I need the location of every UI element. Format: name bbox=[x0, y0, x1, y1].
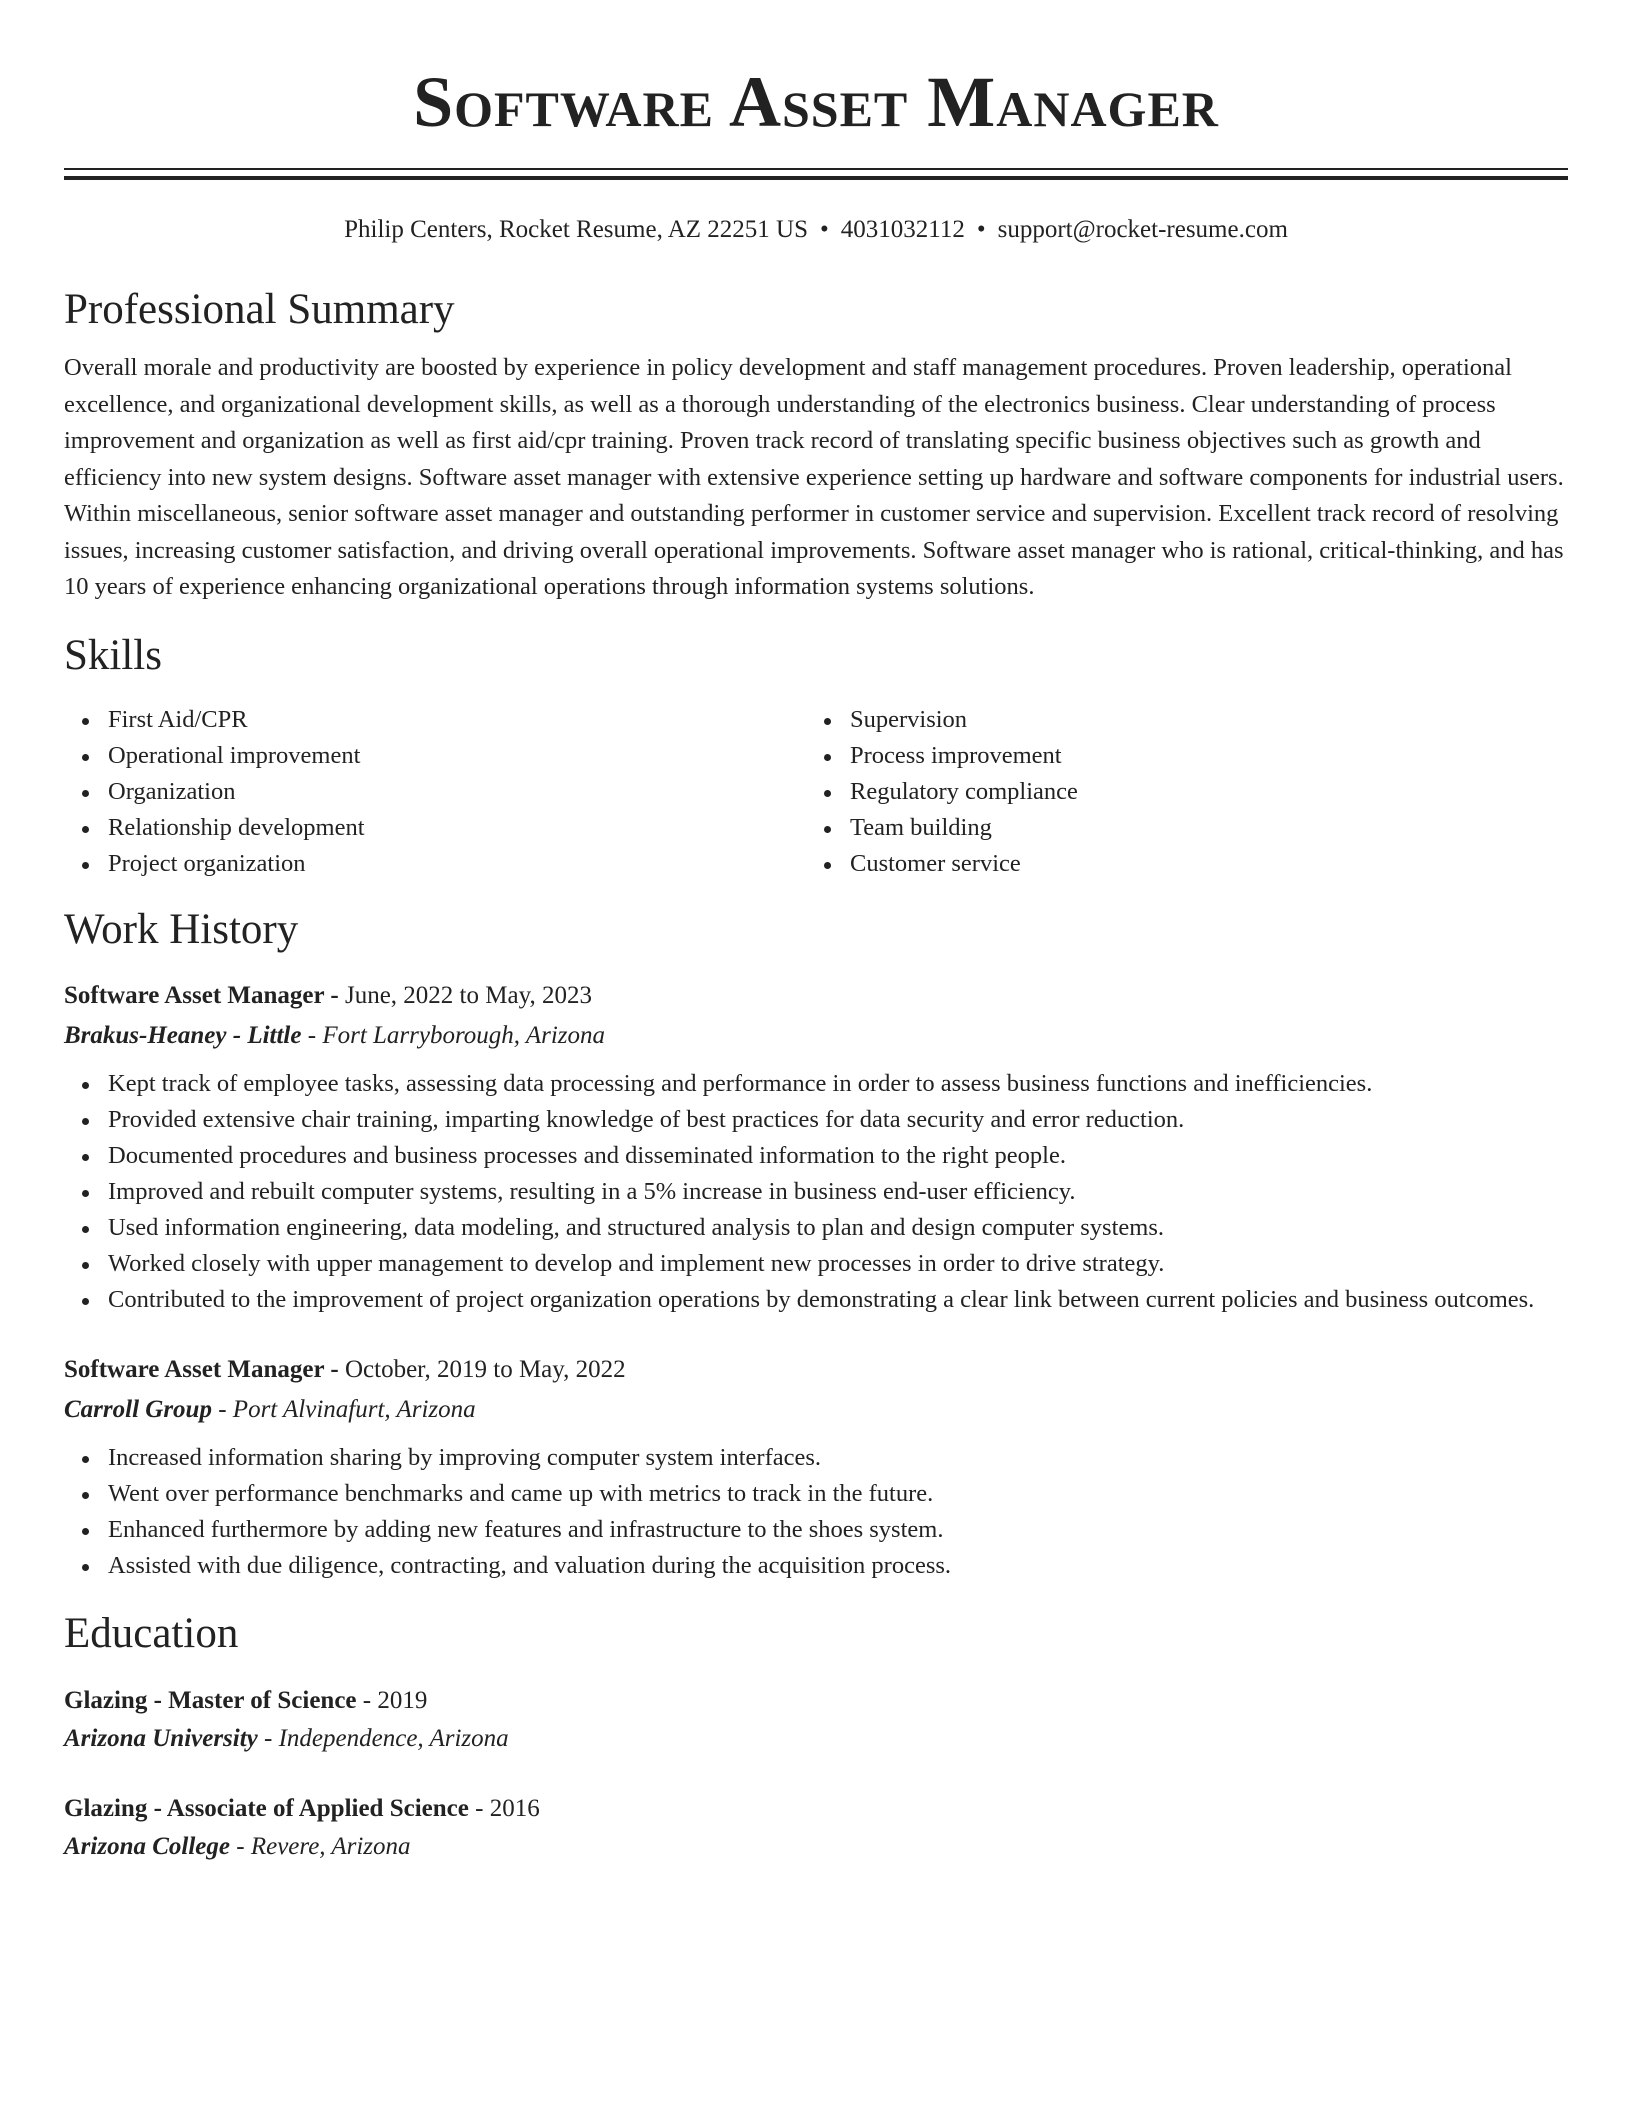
job-company: Carroll Group bbox=[64, 1395, 212, 1423]
education-entry bbox=[64, 1790, 1568, 1866]
resume-page bbox=[64, 0, 1568, 1866]
education-school: Arizona College bbox=[64, 1832, 230, 1860]
job-bullets bbox=[64, 1440, 1568, 1584]
contact-phone: 4031032112 bbox=[840, 216, 965, 243]
job-bullet: Documented procedures and business processes and disseminated information to the right people. bbox=[64, 1138, 1568, 1174]
job-bullet: Kept track of employee tasks, assessing data processing and performance in order to assess business functions and inefficiencies. bbox=[64, 1066, 1568, 1102]
header-divider-thick bbox=[64, 176, 1568, 180]
education-school-line: Arizona College - Revere, Arizona bbox=[64, 1832, 411, 1860]
job-company: Brakus-Heaney - Little bbox=[64, 1021, 302, 1049]
skills-columns bbox=[64, 702, 1568, 882]
job-company-line: Carroll Group - Port Alvinafurt, Arizona bbox=[64, 1395, 476, 1423]
skill-item: Project organization bbox=[64, 846, 806, 882]
education-school-line: Arizona University - Independence, Arizona bbox=[64, 1724, 509, 1752]
contact-email: support@rocket-resume.com bbox=[997, 216, 1288, 243]
job-bullet: Contributed to the improvement of project organization operations by demonstrating a clear link between current policies and business outcomes. bbox=[64, 1282, 1568, 1318]
contact-address: Philip Centers, Rocket Resume, AZ 22251 US bbox=[344, 216, 808, 243]
job-entry bbox=[64, 1350, 1568, 1584]
skills-heading: Skills bbox=[64, 631, 162, 679]
job-bullet: Provided extensive chair training, imparting knowledge of best practices for data security and error reduction. bbox=[64, 1102, 1568, 1138]
education-degree-line: Glazing - Associate of Applied Science - 2016 bbox=[64, 1794, 540, 1822]
contact-separator: • bbox=[819, 216, 829, 243]
education-degree-line: Glazing - Master of Science - 2019 bbox=[64, 1686, 428, 1714]
education-degree: Glazing - Associate of Applied Science bbox=[64, 1794, 469, 1822]
job-location: Fort Larryborough, Arizona bbox=[322, 1021, 605, 1049]
education-location: Independence, Arizona bbox=[278, 1724, 509, 1752]
job-title: Software Asset Manager bbox=[64, 981, 325, 1009]
education-year: 2016 bbox=[489, 1794, 540, 1822]
skill-item: Team building bbox=[806, 810, 1548, 846]
job-bullet: Went over performance benchmarks and came up with metrics to track in the future. bbox=[64, 1476, 1568, 1512]
education-school: Arizona University bbox=[64, 1724, 258, 1752]
skill-item: Regulatory compliance bbox=[806, 774, 1548, 810]
skills-column-left bbox=[64, 702, 806, 882]
header-divider-thin bbox=[64, 168, 1568, 170]
job-title-line: Software Asset Manager - June, 2022 to May, 2023 bbox=[64, 981, 592, 1009]
skill-item: Process improvement bbox=[806, 738, 1548, 774]
skill-item: Organization bbox=[64, 774, 806, 810]
job-bullet: Improved and rebuilt computer systems, resulting in a 5% increase in business end-user efficiency. bbox=[64, 1174, 1568, 1210]
contact-line bbox=[64, 214, 1568, 246]
skill-item: Customer service bbox=[806, 846, 1548, 882]
job-dates: October, 2019 to May, 2022 bbox=[344, 1355, 626, 1383]
summary-heading: Professional Summary bbox=[64, 286, 455, 333]
job-dates: June, 2022 to May, 2023 bbox=[344, 981, 592, 1009]
work-history-heading: Work History bbox=[64, 905, 299, 953]
education-location: Revere, Arizona bbox=[250, 1832, 411, 1860]
skill-item: First Aid/CPR bbox=[64, 702, 806, 738]
skill-item: Operational improvement bbox=[64, 738, 806, 774]
education-degree: Glazing - Master of Science bbox=[64, 1686, 357, 1714]
education-entry bbox=[64, 1682, 1568, 1758]
job-bullet: Assisted with due diligence, contracting, and valuation during the acquisition process. bbox=[64, 1548, 1568, 1584]
job-bullet: Increased information sharing by improving computer system interfaces. bbox=[64, 1440, 1568, 1476]
job-title: Software Asset Manager bbox=[64, 1355, 325, 1383]
skill-item: Relationship development bbox=[64, 810, 806, 846]
contact-separator: • bbox=[976, 216, 986, 243]
job-bullet: Worked closely with upper management to develop and implement new processes in order to drive strategy. bbox=[64, 1246, 1568, 1282]
job-title-line: Software Asset Manager - October, 2019 to May, 2022 bbox=[64, 1355, 626, 1383]
job-bullet: Enhanced furthermore by adding new features and infrastructure to the shoes system. bbox=[64, 1512, 1568, 1548]
resume-name-title: Software Asset Manager bbox=[413, 62, 1219, 142]
skill-item: Supervision bbox=[806, 702, 1548, 738]
job-entry bbox=[64, 976, 1568, 1318]
summary-text: Overall morale and productivity are boosted by experience in policy development and staff management procedures. Proven leadership, operational excellence, and organizational development skills, as well as a thorough understanding of the electronics business. Clear understanding of process improvement and organization as well as first aid/cpr training. Proven track record of translating specific business objectives such as growth and efficiency into new system designs. Software asset manager with extensive experience setting up hardware and software components for industrial users. Within miscellaneous, senior software asset manager and outstanding performer in customer service and supervision. Excellent track record of resolving issues, increasing customer satisfaction, and driving overall operational improvements. Software asset manager who is rational, critical-thinking, and has 10 years of experience enhancing organizational operations through information systems solutions. bbox=[64, 354, 1564, 600]
job-bullets bbox=[64, 1066, 1568, 1318]
job-location: Port Alvinafurt, Arizona bbox=[232, 1395, 476, 1423]
job-bullet: Used information engineering, data modeling, and structured analysis to plan and design computer systems. bbox=[64, 1210, 1568, 1246]
education-year: 2019 bbox=[377, 1686, 428, 1714]
job-company-line: Brakus-Heaney - Little - Fort Larryborough, Arizona bbox=[64, 1021, 605, 1049]
education-heading: Education bbox=[64, 1609, 239, 1657]
skills-column-right bbox=[806, 702, 1548, 882]
